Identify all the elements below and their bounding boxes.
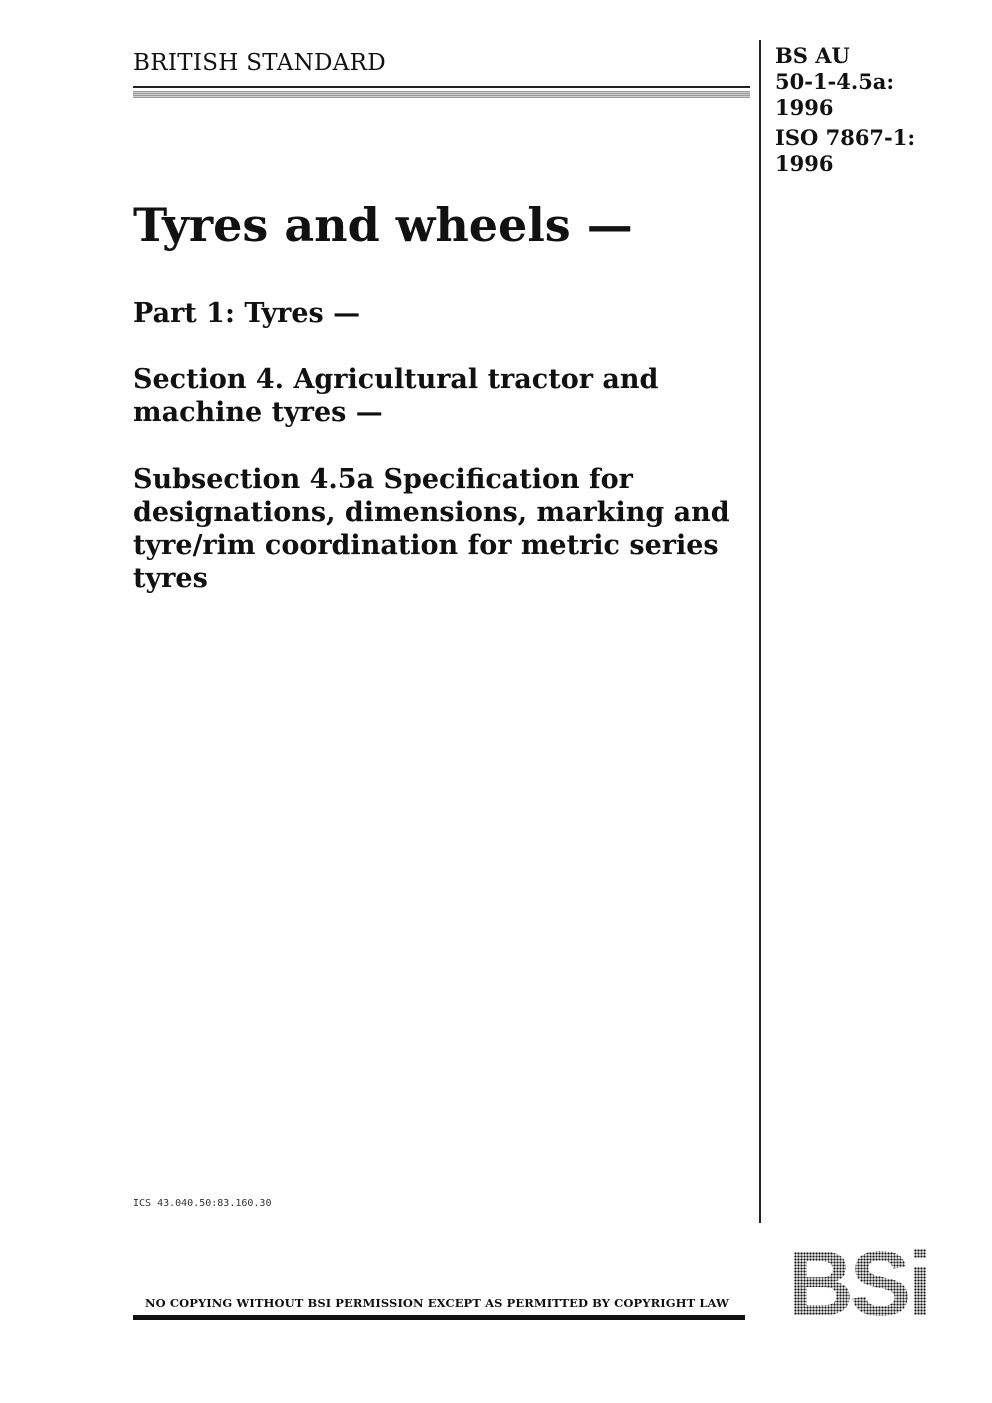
copyright-notice: NO COPYING WITHOUT BSI PERMISSION EXCEPT AS PERMITTED BY COPYRIGHT LAW xyxy=(145,1296,730,1310)
subsection-heading-line: designations, dimensions, marking and xyxy=(133,497,730,528)
ics-code: ICS 43.040.50:83.160.30 xyxy=(133,1198,272,1209)
subsection-heading-line: tyre/rim coordination for metric series xyxy=(133,530,719,561)
margin-divider xyxy=(759,40,761,1223)
part-heading xyxy=(133,297,750,330)
bs-number-line: BS AU xyxy=(775,43,850,68)
bs-number-line: 1996 xyxy=(775,95,834,120)
iso-number-line: 1996 xyxy=(775,151,834,176)
subsection-heading xyxy=(133,463,750,595)
header-rule-thin xyxy=(133,86,750,88)
document-type-label: BRITISH STANDARD xyxy=(133,50,387,76)
section-heading-line: machine tyres — xyxy=(133,397,383,428)
section-heading xyxy=(133,363,750,429)
bs-number-line: 50-1-4.5a: xyxy=(775,69,895,94)
subsection-heading-line: tyres xyxy=(133,563,208,594)
part-heading-text: Part 1: Tyres — xyxy=(133,298,361,329)
standard-numbers xyxy=(775,43,980,177)
footer-rule xyxy=(133,1315,745,1320)
bsi-logo-icon xyxy=(770,1243,946,1321)
section-heading-line: Section 4. Agricultural tractor and xyxy=(133,364,659,395)
header-rule-thick xyxy=(133,91,750,98)
document-title: Tyres and wheels — xyxy=(133,198,633,252)
subsection-heading-line: Subsection 4.5a Specification for xyxy=(133,464,633,495)
iso-number-line: ISO 7867-1: xyxy=(775,125,916,150)
